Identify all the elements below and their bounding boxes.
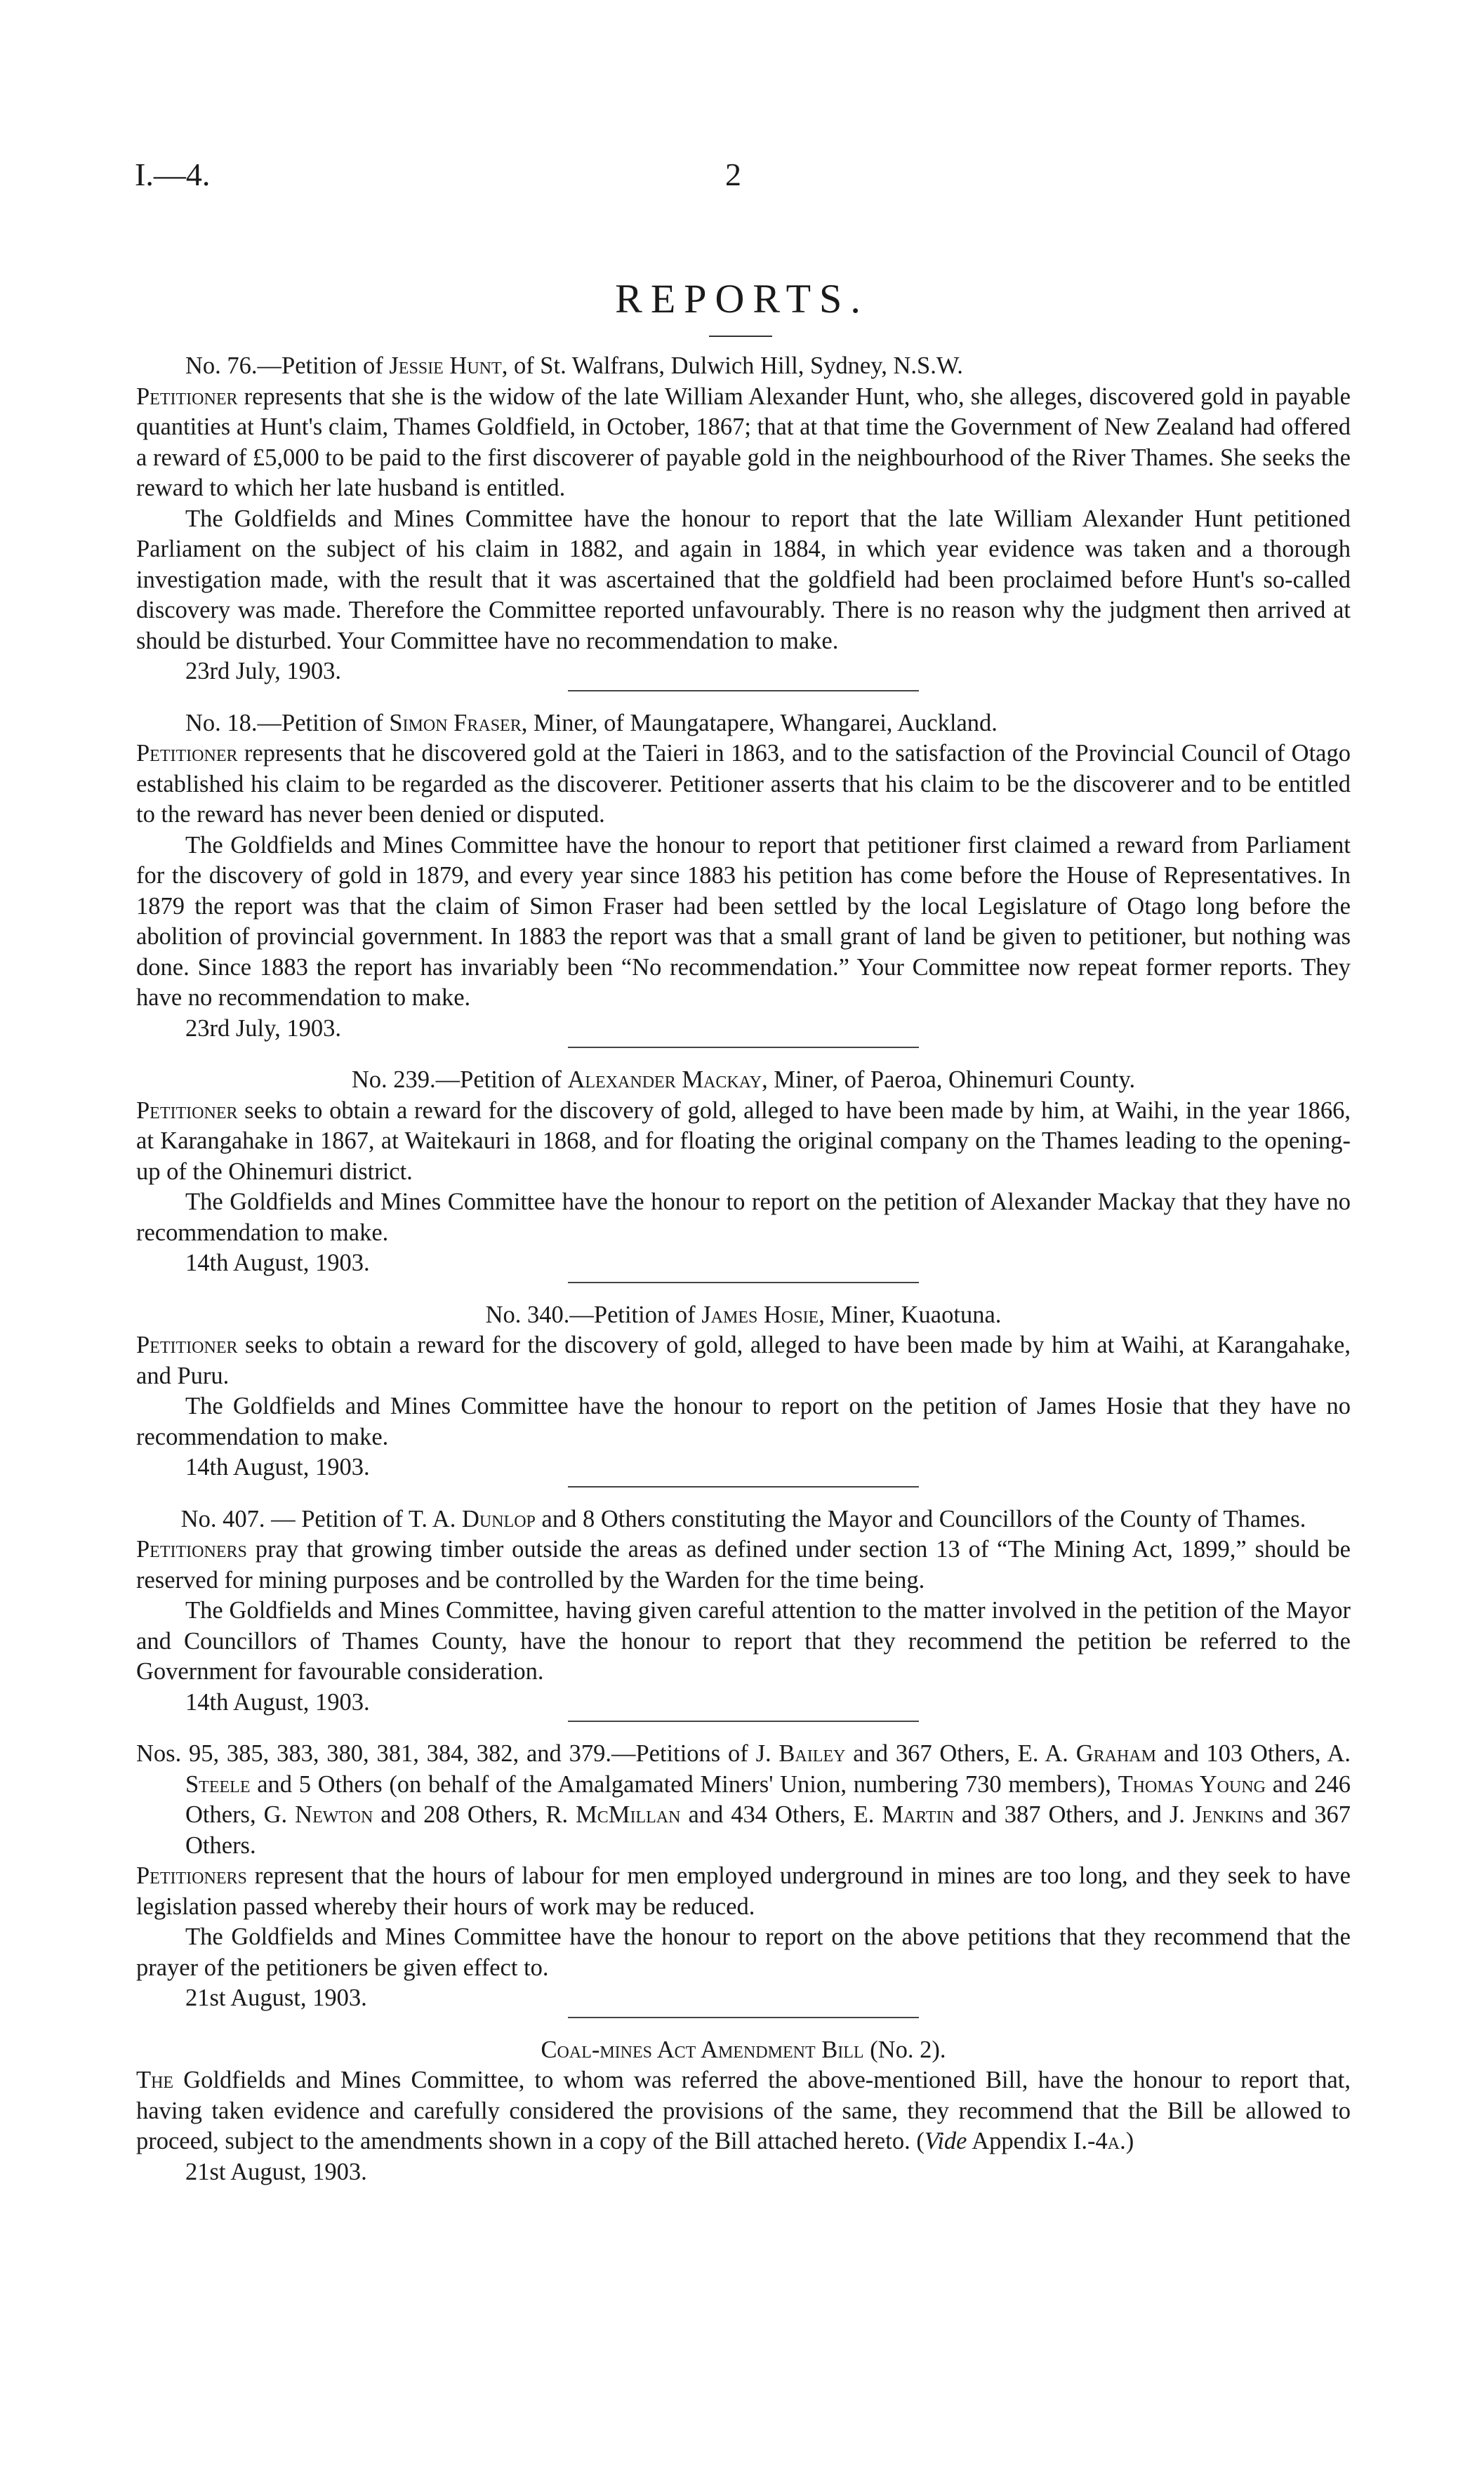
page-number: 2 xyxy=(725,157,741,192)
petitioner-name: Alexander Mackay xyxy=(567,1066,762,1093)
petitioner-name: Simon Fraser xyxy=(389,709,522,736)
petition-summary: Petitioner seeks to obtain a reward for the discovery of gold, alleged to have been made by him at Waihi, at Karangahake, and Puru. xyxy=(136,1332,1351,1389)
report-date: 21st August, 1903. xyxy=(185,2158,367,2185)
report-date: 21st August, 1903. xyxy=(185,1985,367,2011)
report-date: 14th August, 1903. xyxy=(185,1688,370,1716)
committee-report: The Goldfields and Mines Committee, having given careful attention to the matter involved in the petition of the Mayor and Councillors of Thames County, have the honour to report that they recommend the petition be referred to the Government for favourable consideration. xyxy=(136,1597,1351,1685)
committee-report: The Goldfields and Mines Committee have the honour to report on the petition of Alexander Mackay that they have no recommendation to make. xyxy=(136,1188,1351,1246)
report-18 xyxy=(136,708,1351,1049)
report-239 xyxy=(136,1065,1351,1283)
report-date: 14th August, 1903. xyxy=(185,1454,370,1480)
petition-summary: Petitioner represents that he discovered gold at the Taieri in 1863, and to the satisfaction of the Provincial Council of Otago established his claim to be regarded as the discoverer. Petitioner asserts that his claim to be the discoverer and to be entitled to the reward has never been denied or disputed. xyxy=(136,740,1351,828)
report-date: 23rd July, 1903. xyxy=(185,658,342,684)
report-340 xyxy=(136,1300,1351,1488)
petition-summary: Petitioner seeks to obtain a reward for the discovery of gold, alleged to have been made by him, at Waihi, in the year 1866, at Karangahake in 1867, at Waitekauri in 1868, and for floating the original company on the Thames leading to the opening-up of the Ohinemuri district. xyxy=(136,1097,1351,1185)
page-title: REPORTS. xyxy=(615,276,869,322)
report-hours-of-labour xyxy=(136,1739,1351,2018)
section-divider xyxy=(568,1486,919,1488)
report-heading: No. 239.—Petition of Alexander Mackay, Miner, of Paeroa, Ohinemuri County. xyxy=(351,1066,1136,1093)
petitioner-name: Dunlop xyxy=(461,1505,536,1532)
report-date: 23rd July, 1903. xyxy=(185,1014,342,1042)
section-divider xyxy=(568,1282,919,1283)
petition-summary: Petitioner represents that she is the widow of the late William Alexander Hunt, who, she alleges, discovered gold in payable quantities at Hunt's claim, Thames Goldfield, in October, 1867; that at that time the Government of New Zealand had offered a reward of £5,000 to be paid to the first discoverer of payable gold in the neighbourhood of the River Thames. She seeks the reward to which her late husband is entitled. xyxy=(136,383,1351,501)
report-407 xyxy=(136,1504,1351,1723)
report-heading: Nos. 95, 385, 383, 380, 381, 384, 382, and 379.—Petitions of J. Bailey and 367 Others, E. A. Graham and 103 Others, A. Steele and 5 Others (on behalf of the Amalgamated Miners' Union, numbering 730 members), Thomas Young and 246 Others, G. Newton and 208 Others, R. McMillan and 434 Others, E. Martin and 387 Others, and J. Jenkins and 367 Others. xyxy=(136,1740,1351,1859)
section-divider xyxy=(568,690,919,691)
committee-report: The Goldfields and Mines Committee have the honour to report that the late William Alexander Hunt petitioned Parliament on the subject of his claim in 1882, and again in 1884, in which year evidence was taken and a thorough investigation made, with the result that it was ascertained that the goldfield had been proclaimed before Hunt's so-called discovery was made. Therefore the Committee reported unfavourably. There is no reason why the judgment then arrived at should be disturbed. Your Committee have no recommendation to make. xyxy=(136,505,1351,654)
section-divider xyxy=(568,1047,919,1048)
report-heading: No. 340.—Petition of James Hosie, Miner, Kuaotuna. xyxy=(485,1301,1002,1328)
petition-summary: Petitioners pray that growing timber outside the areas as defined under section 13 of “The Mining Act, 1899,” should be reserved for mining purposes and be controlled by the Warden for the time being. xyxy=(136,1536,1351,1594)
committee-report: The Goldfields and Mines Committee, to whom was referred the above-mentioned Bill, have the honour to report that, having taken evidence and carefully considered the provisions of the same, they recommend that the Bill be allowed to proceed, subject to the amendments shown in a copy of the Bill attached hereto. (Vide Appendix I.-4a.) xyxy=(136,2067,1351,2154)
title-rule xyxy=(709,336,772,337)
section-divider xyxy=(568,1721,919,1722)
committee-report: The Goldfields and Mines Committee have the honour to report that petitioner first claimed a reward from Parliament for the discovery of gold in 1879, and every year since 1883 his petition has come before the House of Representatives. In 1879 the report was that the claim of Simon Fraser had been settled by the local Legislature of Otago long before the abolition of provincial government. In 1883 the report was that a small grant of land be given to petitioner, but nothing was done. Since 1883 the report has invariably been “No recommendation.” Your Committee now repeat former reports. They have no recommendation to make. xyxy=(136,831,1351,1011)
report-coal-mines-bill xyxy=(136,2035,1351,2188)
petition-summary: Petitioners represent that the hours of labour for men employed underground in mines are too long, and they seek to have legislation passed whereby their hours of work may be reduced. xyxy=(136,1862,1351,1920)
report-heading: Coal-mines Act Amendment Bill (No. 2). xyxy=(541,2036,946,2063)
report-date: 14th August, 1903. xyxy=(185,1250,370,1276)
report-heading: No. 76.—Petition of Jessie Hunt, of St. Walfrans, Dulwich Hill, Sydney, N.S.W. xyxy=(185,352,963,379)
committee-report: The Goldfields and Mines Committee have the honour to report on the above petitions that they recommend that the prayer of the petitioners be given effect to. xyxy=(136,1923,1351,1981)
petitioner-name: James Hosie xyxy=(701,1301,819,1328)
report-heading: No. 18.—Petition of Simon Fraser, Miner, of Maungatapere, Whangarei, Auckland. xyxy=(185,709,998,736)
report-76 xyxy=(136,351,1351,691)
section-divider xyxy=(568,2017,919,2018)
committee-report: The Goldfields and Mines Committee have the honour to report on the petition of James Hosie that they have no recommendation to make. xyxy=(136,1393,1351,1450)
petitioner-name: Jessie Hunt xyxy=(389,352,502,379)
reports-body xyxy=(136,351,1351,2187)
document-code: I.—4. xyxy=(135,157,211,192)
report-heading: No. 407. — Petition of T. A. Dunlop and 8 Others constituting the Mayor and Councillors of the County of Thames. xyxy=(180,1505,1306,1532)
